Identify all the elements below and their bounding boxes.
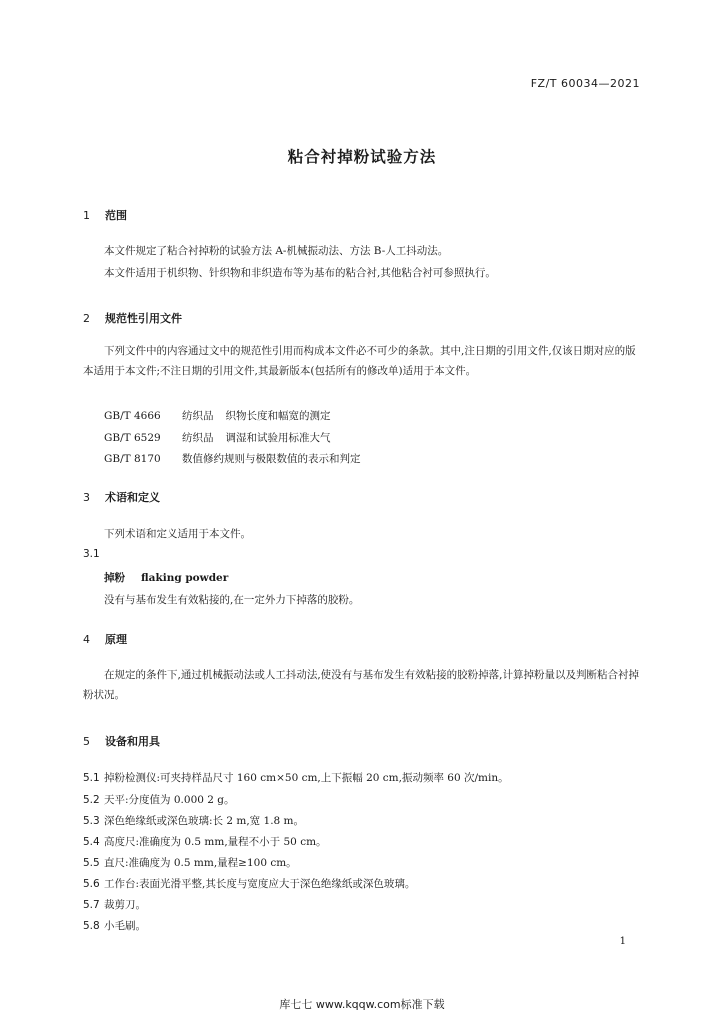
equipment-item bbox=[83, 834, 327, 849]
section-number: 2 bbox=[83, 312, 90, 325]
section-number: 5 bbox=[83, 735, 90, 748]
section-number: 3 bbox=[83, 491, 90, 504]
section-4-heading bbox=[83, 631, 127, 647]
reference-code: GB/T 8170 bbox=[104, 453, 161, 465]
item-text: 裁剪刀。 bbox=[104, 899, 146, 911]
term-definition: 没有与基布发生有效粘接的,在一定外力下掉落的胶粉。 bbox=[104, 594, 360, 606]
term-chinese: 掉粉 bbox=[104, 572, 125, 584]
equipment-item bbox=[83, 876, 415, 891]
item-text: 工作台:表面光滑平整,其长度与宽度应大于深色绝缘纸或深色玻璃。 bbox=[104, 878, 416, 890]
footer-watermark: 库七七 www.kqqw.com标准下载 bbox=[279, 998, 445, 1011]
paragraph bbox=[83, 665, 643, 705]
item-text: 掉粉检测仪:可夹持样品尺寸 160 cm×50 cm,上下振幅 20 cm,振动频率 60 次/min。 bbox=[104, 772, 509, 784]
reference-title: 纺织品 bbox=[182, 410, 214, 422]
item-text: 深色绝缘纸或深色玻璃:长 2 m,宽 1.8 m。 bbox=[104, 815, 305, 827]
reference-item bbox=[104, 408, 331, 423]
section-title: 原理 bbox=[105, 633, 127, 646]
page-number: 1 bbox=[619, 936, 626, 947]
equipment-item bbox=[83, 770, 509, 785]
equipment-item bbox=[83, 897, 146, 912]
document-title: 粘合衬掉粉试验方法 bbox=[287, 148, 437, 166]
equipment-item bbox=[83, 792, 235, 807]
equipment-item bbox=[83, 918, 146, 933]
item-number: 5.7 bbox=[83, 899, 100, 911]
term-english: flaking powder bbox=[141, 572, 229, 584]
item-number: 5.4 bbox=[83, 836, 100, 848]
paragraph: 本文件适用于机织物、针织物和非织造布等为基布的粘合衬,其他粘合衬可参照执行。 bbox=[104, 267, 496, 279]
term-number: 3.1 bbox=[83, 548, 100, 560]
item-text: 直尺:准确度为 0.5 mm,量程≥100 cm。 bbox=[104, 857, 297, 869]
item-number: 5.1 bbox=[83, 772, 100, 784]
item-text: 小毛刷。 bbox=[104, 920, 146, 932]
equipment-item bbox=[83, 813, 304, 828]
section-number: 1 bbox=[83, 209, 90, 222]
reference-item bbox=[104, 430, 331, 445]
section-1-heading bbox=[83, 207, 127, 223]
paragraph bbox=[83, 341, 643, 381]
reference-title: 数值修约规则与极限数值的表示和判定 bbox=[182, 453, 361, 465]
section-number: 4 bbox=[83, 633, 90, 646]
item-number: 5.5 bbox=[83, 857, 100, 869]
section-title: 术语和定义 bbox=[105, 491, 160, 504]
section-5-heading bbox=[83, 733, 160, 749]
standard-number: FZ/T 60034—2021 bbox=[530, 77, 640, 90]
paragraph-text: 下列文件中的内容通过文中的规范性引用而构成本文件必不可少的条款。其中,注日期的引用文件,仅该日期对应的版本适用于本文件;不注日期的引用文件,其最新版本(包括所有的修改单)适用于本文件。 bbox=[83, 345, 636, 377]
reference-title: 织物长度和幅宽的测定 bbox=[225, 410, 331, 422]
paragraph: 本文件规定了粘合衬掉粉的试验方法 A-机械振动法、方法 B-人工抖动法。 bbox=[104, 245, 449, 257]
item-number: 5.3 bbox=[83, 815, 100, 827]
section-2-heading bbox=[83, 310, 182, 326]
item-text: 天平:分度值为 0.000 2 g。 bbox=[104, 794, 235, 806]
item-number: 5.6 bbox=[83, 878, 100, 890]
item-number: 5.2 bbox=[83, 794, 100, 806]
reference-title: 调湿和试验用标准大气 bbox=[225, 432, 331, 444]
item-text: 高度尺:准确度为 0.5 mm,量程不小于 50 cm。 bbox=[104, 836, 327, 848]
equipment-item bbox=[83, 855, 297, 870]
reference-code: GB/T 4666 bbox=[104, 410, 161, 422]
reference-item bbox=[104, 451, 361, 466]
item-number: 5.8 bbox=[83, 920, 100, 932]
reference-code: GB/T 6529 bbox=[104, 432, 161, 444]
paragraph: 下列术语和定义适用于本文件。 bbox=[104, 528, 251, 540]
paragraph-text: 在规定的条件下,通过机械振动法或人工抖动法,使没有与基布发生有效粘接的胶粉掉落,计算掉粉量以及判断粘合衬掉粉状况。 bbox=[83, 669, 640, 701]
section-3-heading bbox=[83, 489, 160, 505]
section-title: 设备和用具 bbox=[105, 735, 160, 748]
term-entry bbox=[104, 570, 228, 585]
section-title: 范围 bbox=[105, 209, 127, 222]
section-title: 规范性引用文件 bbox=[105, 312, 182, 325]
reference-title: 纺织品 bbox=[182, 432, 214, 444]
